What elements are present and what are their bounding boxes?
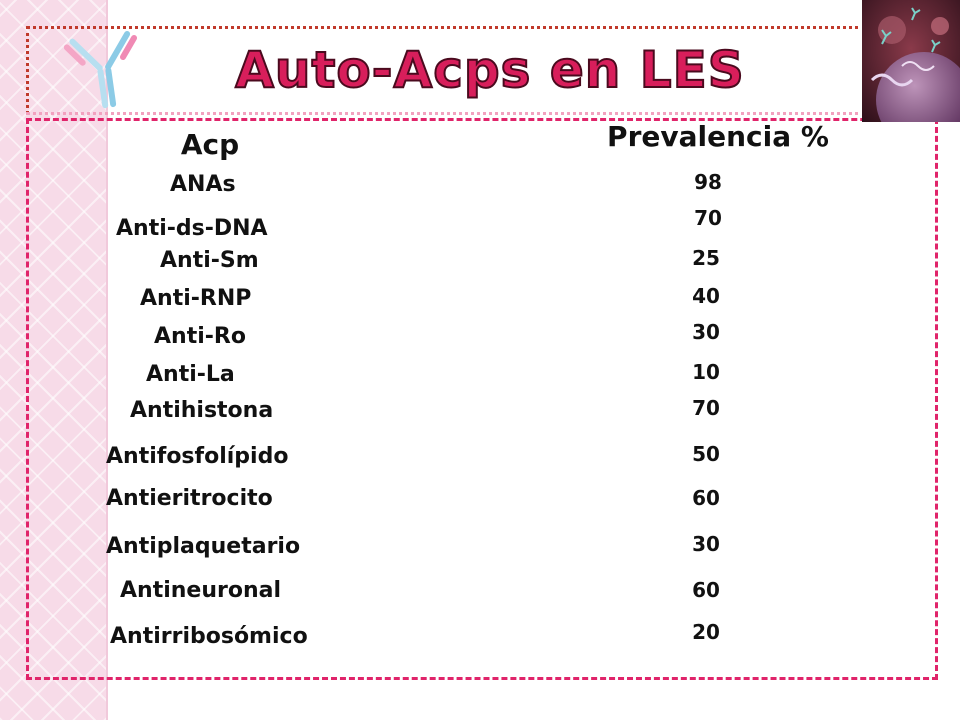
column-header-prevalence: Prevalencia % <box>607 120 829 153</box>
acp-label: Anti-La <box>146 362 235 387</box>
acp-label: Anti-RNP <box>140 286 252 311</box>
antibody-icon <box>64 20 144 110</box>
prevalence-value: 98 <box>694 170 722 194</box>
prevalence-value: 70 <box>692 396 720 420</box>
prevalence-value: 40 <box>692 284 720 308</box>
column-header-acp: Acp <box>180 128 240 161</box>
acp-label: Antiplaquetario <box>106 534 301 559</box>
prevalence-value: 10 <box>692 360 720 384</box>
acp-label: Anti-Sm <box>160 248 259 273</box>
acp-label: Antirribosómico <box>110 624 308 649</box>
acp-label: Antifosfolípido <box>106 444 289 469</box>
prevalence-value: 60 <box>692 486 720 510</box>
prevalence-value: 70 <box>694 206 722 230</box>
acp-label: Anti-Ro <box>154 324 246 349</box>
acp-label: Antihistona <box>130 398 274 423</box>
prevalence-value: 30 <box>692 532 720 556</box>
prevalence-value: 50 <box>692 442 720 466</box>
acp-label: Anti-ds-DNA <box>116 216 268 241</box>
cell-illustration <box>862 0 960 122</box>
title-frame-bottom <box>26 112 866 115</box>
acp-label: Antieritrocito <box>106 486 273 511</box>
prevalence-value: 30 <box>692 320 720 344</box>
acp-label: ANAs <box>170 172 236 197</box>
prevalence-value: 60 <box>692 578 720 602</box>
slide-title: Auto-Acps en LES <box>235 41 745 99</box>
acp-label: Antineuronal <box>120 578 282 603</box>
prevalence-value: 20 <box>692 620 720 644</box>
prevalence-value: 25 <box>692 246 720 270</box>
